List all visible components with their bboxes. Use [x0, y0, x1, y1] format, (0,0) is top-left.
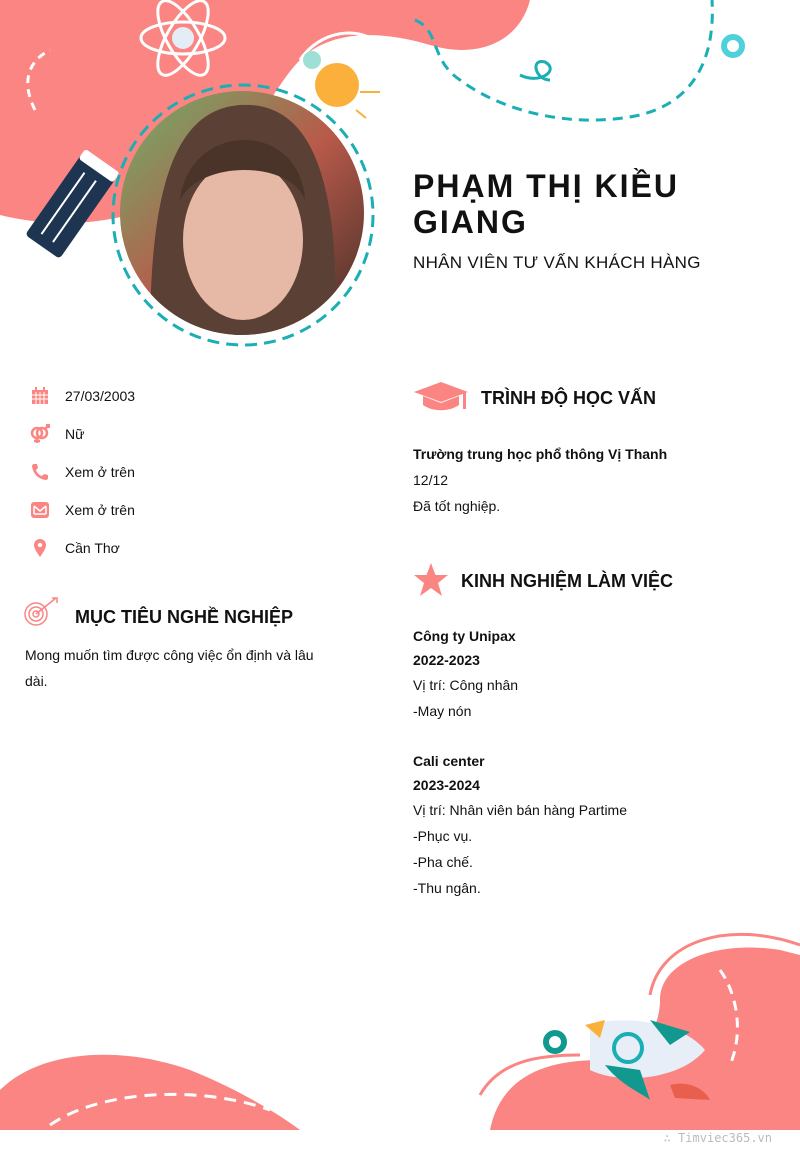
objective-title: MỤC TIÊU NGHỀ NGHIỆP — [75, 607, 294, 627]
target-icon — [24, 596, 60, 630]
job-detail: -Pha chế. — [413, 854, 473, 870]
job-detail: -May nón — [413, 703, 472, 719]
job-entry — [413, 749, 783, 901]
watermark: ∴ Timviec365.vn — [663, 1131, 772, 1145]
contact-phone: Xem ở trên — [30, 462, 135, 482]
graduation-cap-icon — [413, 380, 469, 412]
school-name: Trường trung học phổ thông Vị Thanh — [413, 446, 668, 462]
objective-text: Mong muốn tìm được công việc ổn định và lâu dài. — [25, 647, 314, 689]
contact-address: Cần Thơ — [30, 538, 120, 558]
job-detail: -Thu ngân. — [413, 880, 481, 896]
candidate-name: PHẠM THỊ KIỀU GIANG — [413, 168, 679, 240]
job-title: NHÂN VIÊN TƯ VẤN KHÁCH HÀNG — [413, 253, 701, 272]
grade: 12/12 — [413, 472, 449, 488]
company-name: Công ty Unipax — [413, 628, 516, 644]
email-icon — [30, 500, 50, 520]
contact-gender: Nữ — [30, 424, 84, 444]
job-detail: -Phục vụ. — [413, 828, 473, 844]
phone-icon — [30, 462, 50, 482]
calendar-icon — [30, 386, 50, 406]
job-period: 2022-2023 — [413, 652, 480, 668]
job-entry — [413, 624, 783, 724]
company-name: Cali center — [413, 753, 485, 769]
footer-decoration — [0, 920, 800, 1130]
star-icon — [413, 562, 449, 598]
location-icon — [30, 538, 50, 558]
contact-birthday: 27/03/2003 — [30, 386, 135, 406]
gender-icon — [30, 424, 50, 444]
education-status: Đã tốt nghiệp. — [413, 498, 501, 514]
education-title: TRÌNH ĐỘ HỌC VẤN — [481, 388, 656, 408]
experience-list — [413, 624, 783, 901]
contact-email: Xem ở trên — [30, 500, 135, 520]
education-entry — [413, 441, 667, 519]
job-period: 2023-2024 — [413, 777, 480, 793]
experience-title: KINH NGHIỆM LÀM VIỆC — [461, 571, 674, 591]
contact-info — [30, 386, 350, 566]
job-detail: Vị trí: Công nhân — [413, 677, 519, 693]
job-detail: Vị trí: Nhân viên bán hàng Partime — [413, 802, 628, 818]
